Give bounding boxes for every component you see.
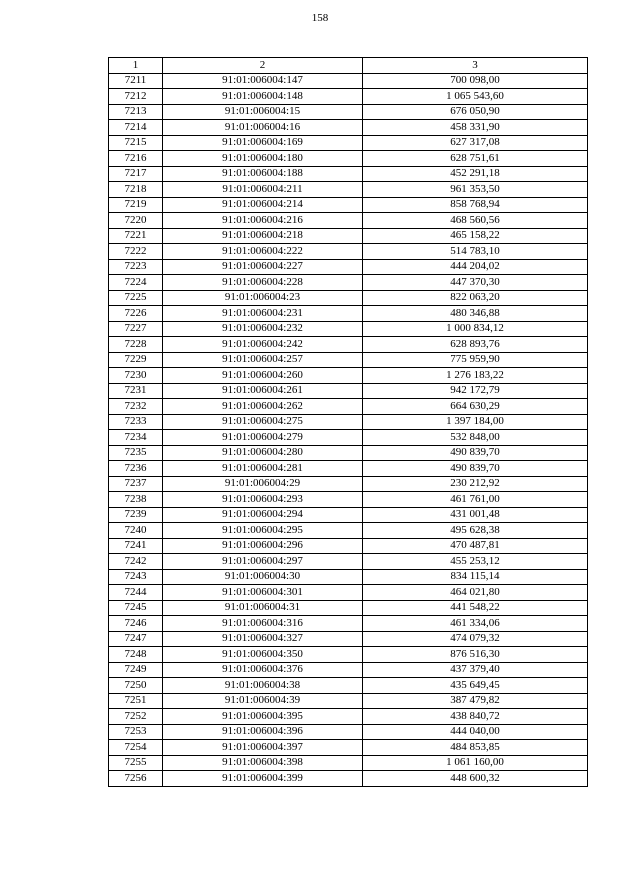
row-number-cell: 7233 <box>109 414 163 430</box>
cadastral-number-cell: 91:01:006004:376 <box>163 662 363 678</box>
value-cell: 464 021,80 <box>363 585 588 601</box>
table-row <box>109 259 588 275</box>
cadastral-number-cell: 91:01:006004:242 <box>163 337 363 353</box>
table-row <box>109 693 588 709</box>
column-header-3: 3 <box>363 58 588 74</box>
value-cell: 387 479,82 <box>363 693 588 709</box>
row-number-cell: 7224 <box>109 275 163 291</box>
cadastral-number-cell: 91:01:006004:281 <box>163 461 363 477</box>
row-number-cell: 7215 <box>109 135 163 151</box>
cadastral-number-cell: 91:01:006004:396 <box>163 724 363 740</box>
cadastral-number-cell: 91:01:006004:216 <box>163 213 363 229</box>
value-cell: 676 050,90 <box>363 104 588 120</box>
cadastral-number-cell: 91:01:006004:169 <box>163 135 363 151</box>
table-row <box>109 182 588 198</box>
row-number-cell: 7242 <box>109 554 163 570</box>
cadastral-number-cell: 91:01:006004:227 <box>163 259 363 275</box>
value-cell: 942 172,79 <box>363 383 588 399</box>
row-number-cell: 7211 <box>109 73 163 89</box>
row-number-cell: 7229 <box>109 352 163 368</box>
value-cell: 461 761,00 <box>363 492 588 508</box>
row-number-cell: 7254 <box>109 740 163 756</box>
cadastral-number-cell: 91:01:006004:218 <box>163 228 363 244</box>
table-row <box>109 600 588 616</box>
value-cell: 1 276 183,22 <box>363 368 588 384</box>
cadastral-number-cell: 91:01:006004:297 <box>163 554 363 570</box>
value-cell: 230 212,92 <box>363 476 588 492</box>
table-row <box>109 631 588 647</box>
row-number-cell: 7234 <box>109 430 163 446</box>
row-number-cell: 7212 <box>109 89 163 105</box>
row-number-cell: 7213 <box>109 104 163 120</box>
row-number-cell: 7228 <box>109 337 163 353</box>
table-row <box>109 399 588 415</box>
row-number-cell: 7223 <box>109 259 163 275</box>
row-number-cell: 7225 <box>109 290 163 306</box>
value-cell: 470 487,81 <box>363 538 588 554</box>
value-cell: 858 768,94 <box>363 197 588 213</box>
value-cell: 1 397 184,00 <box>363 414 588 430</box>
cadastral-number-cell: 91:01:006004:327 <box>163 631 363 647</box>
cadastral-number-cell: 91:01:006004:214 <box>163 197 363 213</box>
row-number-cell: 7244 <box>109 585 163 601</box>
cadastral-number-cell: 91:01:006004:301 <box>163 585 363 601</box>
row-number-cell: 7220 <box>109 213 163 229</box>
row-number-cell: 7236 <box>109 461 163 477</box>
row-number-cell: 7226 <box>109 306 163 322</box>
cadastral-number-cell: 91:01:006004:15 <box>163 104 363 120</box>
table-body <box>109 73 588 786</box>
row-number-cell: 7219 <box>109 197 163 213</box>
row-number-cell: 7251 <box>109 693 163 709</box>
table-row <box>109 662 588 678</box>
table-row <box>109 89 588 105</box>
table-row <box>109 120 588 136</box>
value-cell: 474 079,32 <box>363 631 588 647</box>
table-row <box>109 213 588 229</box>
value-cell: 455 253,12 <box>363 554 588 570</box>
row-number-cell: 7227 <box>109 321 163 337</box>
table-row <box>109 104 588 120</box>
value-cell: 458 331,90 <box>363 120 588 136</box>
row-number-cell: 7250 <box>109 678 163 694</box>
table-row <box>109 135 588 151</box>
value-cell: 495 628,38 <box>363 523 588 539</box>
row-number-cell: 7237 <box>109 476 163 492</box>
value-cell: 490 839,70 <box>363 461 588 477</box>
value-cell: 628 751,61 <box>363 151 588 167</box>
cadastral-number-cell: 91:01:006004:293 <box>163 492 363 508</box>
cadastral-number-cell: 91:01:006004:232 <box>163 321 363 337</box>
table-row <box>109 678 588 694</box>
row-number-cell: 7216 <box>109 151 163 167</box>
table-row <box>109 523 588 539</box>
table-row <box>109 151 588 167</box>
table-row <box>109 321 588 337</box>
row-number-cell: 7238 <box>109 492 163 508</box>
cadastral-number-cell: 91:01:006004:262 <box>163 399 363 415</box>
value-cell: 447 370,30 <box>363 275 588 291</box>
table-row <box>109 461 588 477</box>
cadastral-number-cell: 91:01:006004:180 <box>163 151 363 167</box>
row-number-cell: 7255 <box>109 755 163 771</box>
value-cell: 444 040,00 <box>363 724 588 740</box>
value-cell: 700 098,00 <box>363 73 588 89</box>
table-row <box>109 275 588 291</box>
value-cell: 468 560,56 <box>363 213 588 229</box>
table-row <box>109 445 588 461</box>
value-cell: 514 783,10 <box>363 244 588 260</box>
cadastral-number-cell: 91:01:006004:39 <box>163 693 363 709</box>
value-cell: 532 848,00 <box>363 430 588 446</box>
table-row <box>109 554 588 570</box>
table-row <box>109 476 588 492</box>
value-cell: 484 853,85 <box>363 740 588 756</box>
cadastral-number-cell: 91:01:006004:257 <box>163 352 363 368</box>
table-row <box>109 647 588 663</box>
cadastral-number-cell: 91:01:006004:261 <box>163 383 363 399</box>
cadastral-number-cell: 91:01:006004:296 <box>163 538 363 554</box>
cadastral-number-cell: 91:01:006004:31 <box>163 600 363 616</box>
row-number-cell: 7249 <box>109 662 163 678</box>
table-row <box>109 166 588 182</box>
table-row <box>109 538 588 554</box>
column-header-2: 2 <box>163 58 363 74</box>
column-header-1: 1 <box>109 58 163 74</box>
cadastral-number-cell: 91:01:006004:231 <box>163 306 363 322</box>
page-number: 158 <box>311 12 329 24</box>
table-row <box>109 771 588 787</box>
value-cell: 437 379,40 <box>363 662 588 678</box>
cadastral-number-cell: 91:01:006004:260 <box>163 368 363 384</box>
table-row <box>109 383 588 399</box>
cadastral-number-cell: 91:01:006004:350 <box>163 647 363 663</box>
cadastral-number-cell: 91:01:006004:397 <box>163 740 363 756</box>
value-cell: 435 649,45 <box>363 678 588 694</box>
row-number-cell: 7232 <box>109 399 163 415</box>
value-cell: 490 839,70 <box>363 445 588 461</box>
table-row <box>109 724 588 740</box>
table-row <box>109 306 588 322</box>
value-cell: 664 630,29 <box>363 399 588 415</box>
row-number-cell: 7240 <box>109 523 163 539</box>
table-row <box>109 616 588 632</box>
table-row <box>109 709 588 725</box>
cadastral-number-cell: 91:01:006004:38 <box>163 678 363 694</box>
row-number-cell: 7241 <box>109 538 163 554</box>
value-cell: 834 115,14 <box>363 569 588 585</box>
cadastral-number-cell: 91:01:006004:222 <box>163 244 363 260</box>
value-cell: 452 291,18 <box>363 166 588 182</box>
value-cell: 461 334,06 <box>363 616 588 632</box>
cadastral-number-cell: 91:01:006004:399 <box>163 771 363 787</box>
cadastral-number-cell: 91:01:006004:398 <box>163 755 363 771</box>
cadastral-number-cell: 91:01:006004:148 <box>163 89 363 105</box>
table-row <box>109 755 588 771</box>
row-number-cell: 7222 <box>109 244 163 260</box>
table-row <box>109 492 588 508</box>
row-number-cell: 7218 <box>109 182 163 198</box>
value-cell: 438 840,72 <box>363 709 588 725</box>
value-cell: 444 204,02 <box>363 259 588 275</box>
value-cell: 1 065 543,60 <box>363 89 588 105</box>
row-number-cell: 7239 <box>109 507 163 523</box>
row-number-cell: 7214 <box>109 120 163 136</box>
value-cell: 628 893,76 <box>363 337 588 353</box>
table-row <box>109 290 588 306</box>
cadastral-number-cell: 91:01:006004:228 <box>163 275 363 291</box>
value-cell: 627 317,08 <box>363 135 588 151</box>
row-number-cell: 7243 <box>109 569 163 585</box>
cadastral-number-cell: 91:01:006004:211 <box>163 182 363 198</box>
cadastral-number-cell: 91:01:006004:147 <box>163 73 363 89</box>
value-cell: 1 061 160,00 <box>363 755 588 771</box>
value-cell: 876 516,30 <box>363 647 588 663</box>
value-cell: 465 158,22 <box>363 228 588 244</box>
value-cell: 1 000 834,12 <box>363 321 588 337</box>
cadastral-number-cell: 91:01:006004:280 <box>163 445 363 461</box>
table-row <box>109 244 588 260</box>
table-row <box>109 430 588 446</box>
row-number-cell: 7247 <box>109 631 163 647</box>
table-row <box>109 228 588 244</box>
cadastral-number-cell: 91:01:006004:30 <box>163 569 363 585</box>
value-cell: 441 548,22 <box>363 600 588 616</box>
table-row <box>109 73 588 89</box>
row-number-cell: 7252 <box>109 709 163 725</box>
cadastral-number-cell: 91:01:006004:188 <box>163 166 363 182</box>
row-number-cell: 7245 <box>109 600 163 616</box>
cadastral-number-cell: 91:01:006004:395 <box>163 709 363 725</box>
row-number-cell: 7248 <box>109 647 163 663</box>
table-row <box>109 352 588 368</box>
table-row <box>109 414 588 430</box>
cadastral-number-cell: 91:01:006004:29 <box>163 476 363 492</box>
table-row <box>109 569 588 585</box>
data-table <box>108 57 588 787</box>
table-row <box>109 507 588 523</box>
cadastral-number-cell: 91:01:006004:23 <box>163 290 363 306</box>
value-cell: 961 353,50 <box>363 182 588 198</box>
cadastral-number-cell: 91:01:006004:279 <box>163 430 363 446</box>
value-cell: 480 346,88 <box>363 306 588 322</box>
cadastral-number-cell: 91:01:006004:316 <box>163 616 363 632</box>
cadastral-number-cell: 91:01:006004:295 <box>163 523 363 539</box>
cadastral-number-cell: 91:01:006004:294 <box>163 507 363 523</box>
row-number-cell: 7231 <box>109 383 163 399</box>
value-cell: 775 959,90 <box>363 352 588 368</box>
cadastral-number-cell: 91:01:006004:275 <box>163 414 363 430</box>
row-number-cell: 7221 <box>109 228 163 244</box>
table-row <box>109 337 588 353</box>
cadastral-number-cell: 91:01:006004:16 <box>163 120 363 136</box>
row-number-cell: 7253 <box>109 724 163 740</box>
table-row <box>109 585 588 601</box>
row-number-cell: 7256 <box>109 771 163 787</box>
row-number-cell: 7235 <box>109 445 163 461</box>
table-row <box>109 368 588 384</box>
row-number-cell: 7217 <box>109 166 163 182</box>
table-header-row <box>109 58 588 74</box>
value-cell: 431 001,48 <box>363 507 588 523</box>
row-number-cell: 7246 <box>109 616 163 632</box>
value-cell: 822 063,20 <box>363 290 588 306</box>
table-row <box>109 197 588 213</box>
row-number-cell: 7230 <box>109 368 163 384</box>
table-row <box>109 740 588 756</box>
value-cell: 448 600,32 <box>363 771 588 787</box>
